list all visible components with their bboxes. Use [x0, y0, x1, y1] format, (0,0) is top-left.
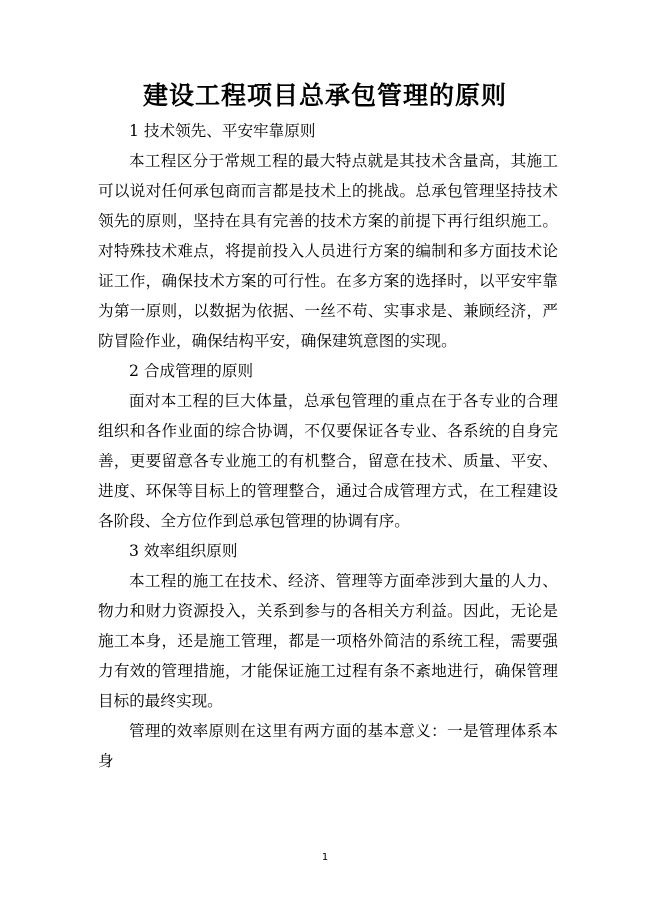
page-number: 1 [321, 852, 329, 863]
paragraph-4: 管理的效率原则在这里有两方面的基本意义：一是管理体系本身 [98, 722, 558, 770]
paragraph-1: 本工程区分于常规工程的最大特点就是其技术含量高，其施工可以说对任何承包商而言都是技术上的挑战。总承包管理坚持技术领先的原则，坚持在具有完善的技术方案的前提下再行组织施工。对特殊技术难点，将提前投入人员进行方案的编制和多方面技术论证工作，确保技术方案的可行性。在多方案的选择时，以平安牢靠为第一原则，以数据为依据、一丝不苟、实事求是、兼顾经济，严防冒险作业，确保结构平安，确保建筑意图的实现。 [98, 152, 558, 350]
section-heading-3: 3 效率组织原则 [129, 542, 238, 560]
section-heading-1: 1 技术领先、平安牢靠原则 [129, 122, 316, 140]
section-heading-2: 2 合成管理的原则 [129, 362, 254, 380]
paragraph-2: 面对本工程的巨大体量，总承包管理的重点在于各专业的合理组织和各作业面的综合协调，不仅要保证各专业、各系统的自身完善，更要留意各专业施工的有机整合，留意在技术、质量、平安、进度、环保等目标上的管理整合，通过合成管理方式，在工程建设各阶段、全方位作到总承包管理的协调有序。 [98, 392, 558, 530]
document-title: 建设工程项目总承包管理的原则 [142, 81, 507, 110]
paragraph-3: 本工程的施工在技术、经济、管理等方面牵涉到大量的人力、物力和财力资源投入，关系到参与的各相关方利益。因此，无论是施工本身，还是施工管理，都是一项格外简洁的系统工程，需要强力有效的管理措施，才能保证施工过程有条不紊地进行，确保管理目标的最终实现。 [98, 572, 558, 710]
document-body [98, 116, 558, 776]
